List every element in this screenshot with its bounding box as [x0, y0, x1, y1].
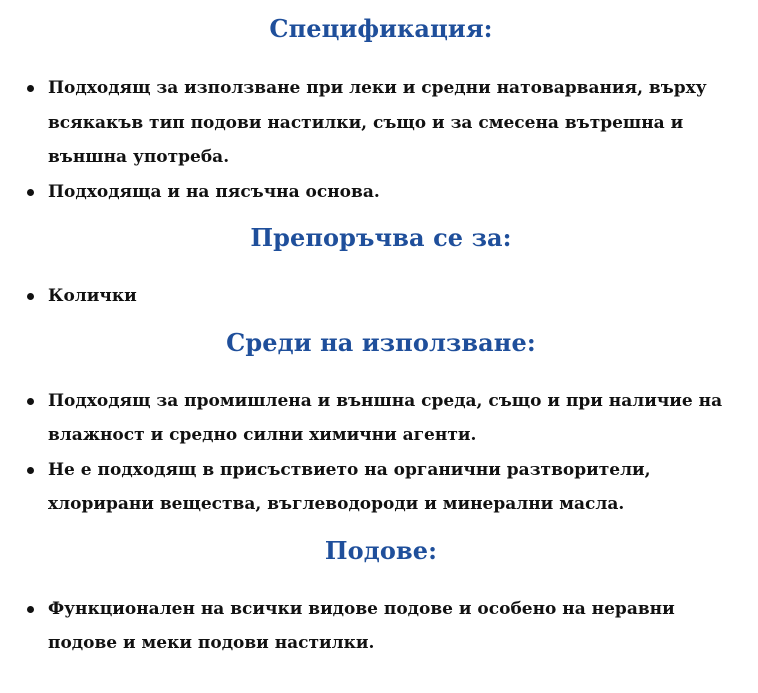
section-title-specification: Спецификация: — [269, 14, 493, 43]
section-recommended-for — [22, 221, 740, 314]
list-item: Подходяща и на пясъчна основа. — [48, 175, 740, 210]
list-item: Подходящ за използване при леки и средни натоварвания, върху всякакъв тип подови настилки, също и за смесена вътрешна и външна употреба. — [48, 71, 740, 175]
bullet-list-environments — [22, 384, 740, 522]
section-specification — [22, 12, 740, 209]
bullet-list-recommended-for — [22, 279, 740, 314]
list-item: Не е подходящ в присъствието на органични разтворители, хлорирани вещества, въглеводороди и минерални масла. — [48, 453, 740, 522]
bullet-list-specification — [22, 71, 740, 209]
list-item: Колички — [48, 279, 740, 314]
list-item: Подходящ за промишлена и външна среда, също и при наличие на влажност и средно силни химични агенти. — [48, 384, 740, 453]
section-environments — [22, 326, 740, 522]
section-floors — [22, 534, 740, 661]
section-title-recommended-for: Препоръчва се за: — [250, 223, 512, 252]
bullet-list-floors — [22, 592, 740, 661]
list-item: Функционален на всички видове подове и особено на неравни подове и меки подови настилки. — [48, 592, 740, 661]
section-title-floors: Подове: — [324, 535, 438, 565]
section-title-environments: Среди на използване: — [226, 327, 536, 357]
